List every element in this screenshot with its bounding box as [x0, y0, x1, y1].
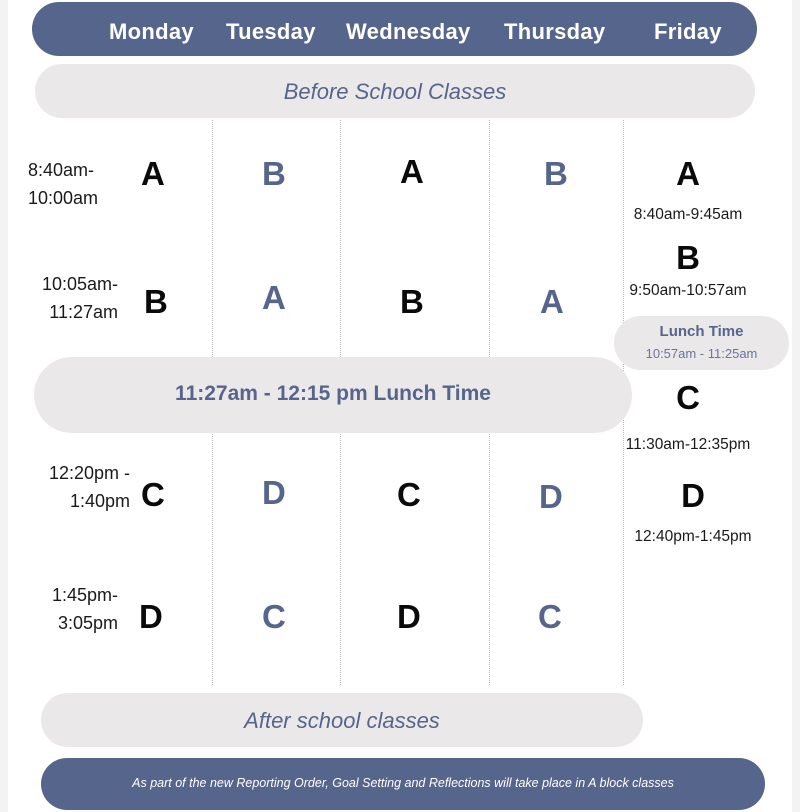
friday-block-a: A — [676, 155, 700, 192]
row1-thursday-block: B — [544, 155, 568, 192]
row3-monday-block: C — [141, 476, 165, 513]
row1-wednesday-block: A — [400, 153, 424, 190]
timetable-page — [8, 0, 792, 812]
friday-lunch-title: Lunch Time — [659, 323, 744, 340]
friday-block-c: C — [676, 379, 700, 416]
day-monday: Monday — [109, 19, 194, 44]
row3-time: 12:20pm - 1:40pm — [48, 463, 130, 511]
row1-monday-block: A — [141, 155, 165, 192]
day-tuesday: Tuesday — [226, 19, 316, 44]
day-friday: Friday — [654, 19, 722, 44]
row2-time: 10:05am- 11:27am — [41, 274, 118, 322]
footer-note-text: As part of the new Reporting Order, Goal Setting and Reflections will take place in A block classes — [132, 776, 674, 790]
row2-monday-block: B — [144, 283, 168, 320]
row4-wednesday-block: D — [397, 598, 421, 635]
day-thursday: Thursday — [504, 19, 606, 44]
friday-time-d: 12:40pm-1:45pm — [634, 528, 752, 545]
row4-tuesday-block: C — [262, 598, 286, 635]
friday-time-c: 11:30am-12:35pm — [625, 436, 751, 453]
after-school-label: After school classes — [244, 708, 440, 733]
row1-tuesday-block: B — [262, 155, 286, 192]
row3-tuesday-block: D — [262, 474, 286, 511]
row4-thursday-block: C — [538, 598, 562, 635]
row2-tuesday-block: A — [262, 279, 286, 316]
row2-thursday-block: A — [540, 283, 564, 320]
friday-block-d: D — [681, 477, 705, 514]
friday-lunch-time: 10:57am - 11:25am — [645, 346, 758, 361]
before-school-label: Before School Classes — [283, 79, 507, 104]
row2-wednesday-block: B — [400, 283, 424, 320]
row3-thursday-block: D — [539, 478, 563, 515]
day-wednesday: Wednesday — [346, 19, 471, 44]
row4-monday-block: D — [139, 598, 163, 635]
friday-time-a: 8:40am-9:45am — [633, 206, 743, 223]
friday-block-b: B — [676, 239, 700, 276]
row4-time: 1:45pm- 3:05pm — [51, 585, 118, 633]
lunch-label: 11:27am - 12:15 pm Lunch Time — [175, 382, 491, 405]
friday-time-b: 9:50am-10:57am — [629, 282, 747, 299]
row1-time: 8:40am- 10:00am — [28, 160, 99, 208]
row3-wednesday-block: C — [397, 476, 421, 513]
